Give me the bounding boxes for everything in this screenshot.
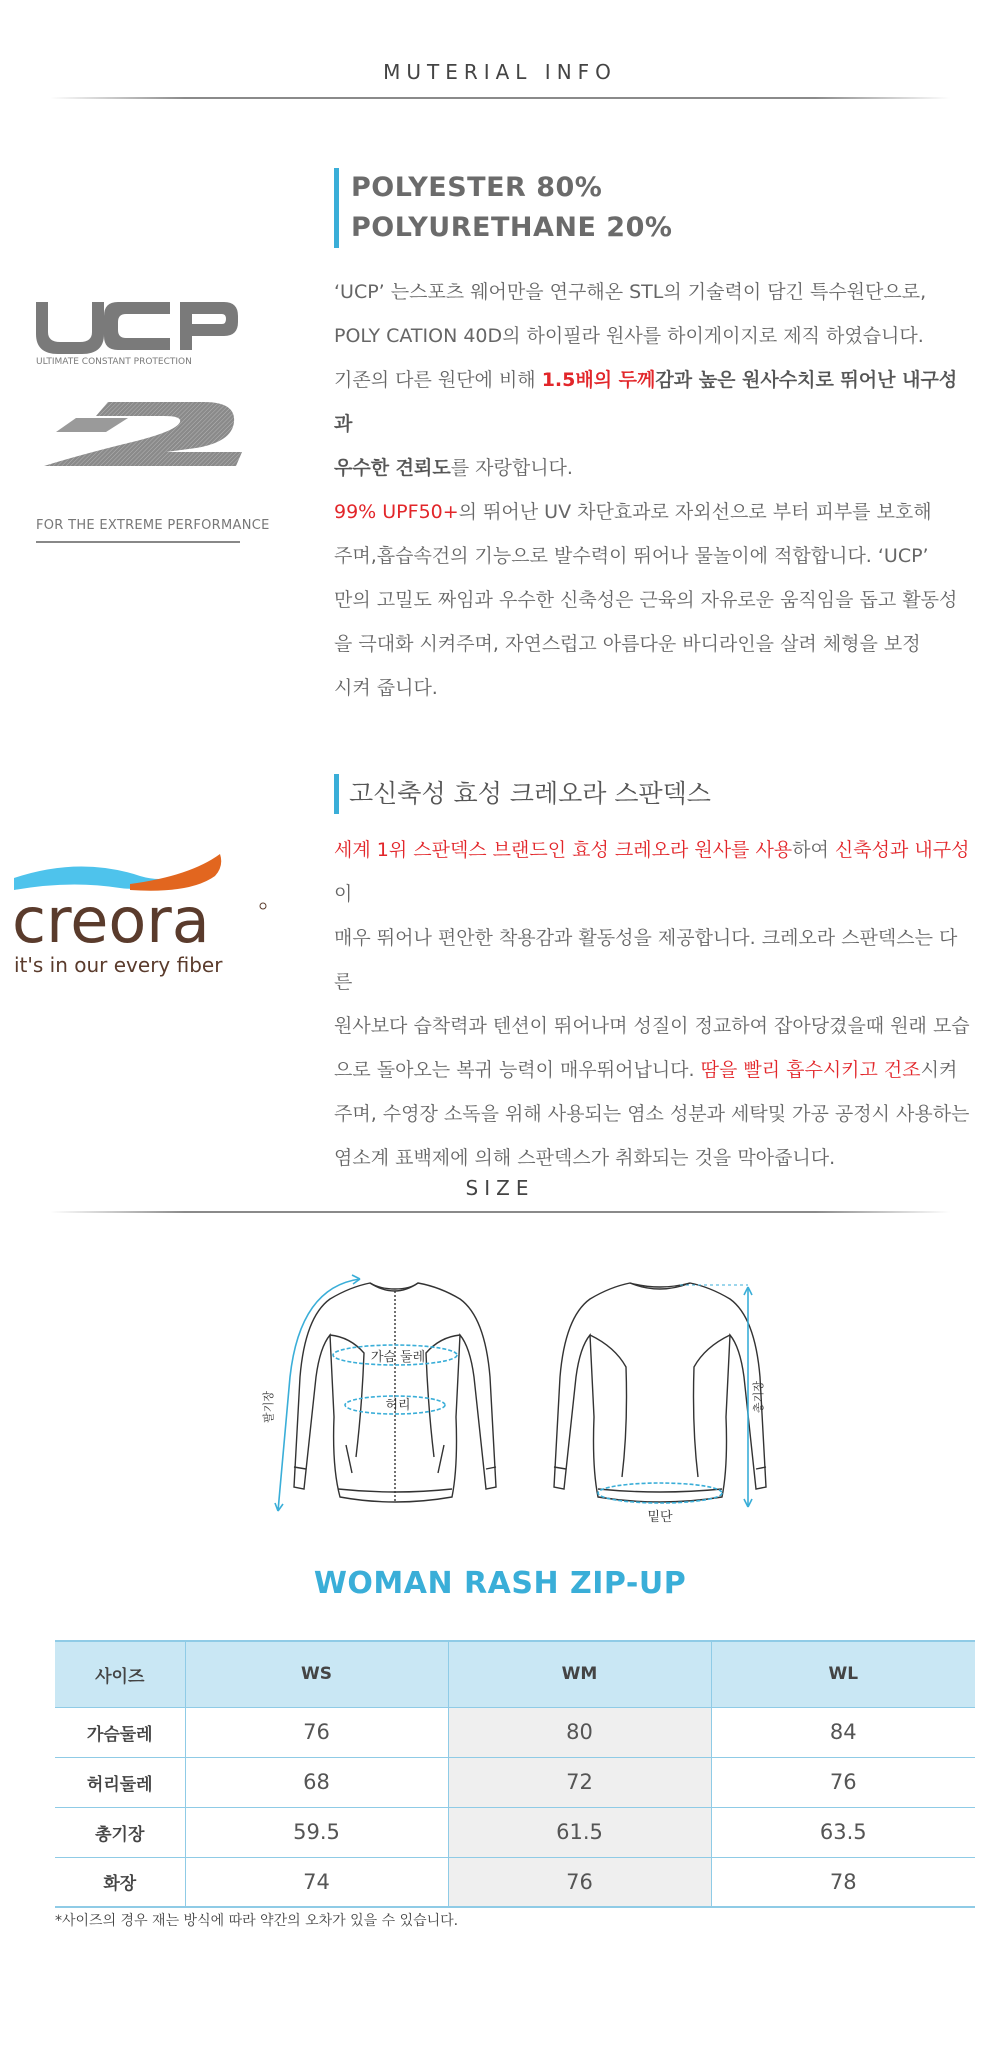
chest-label: 가슴 둘레 bbox=[370, 1350, 426, 1365]
row-label: 화장 bbox=[55, 1857, 185, 1907]
creora-wordmark: creora bbox=[12, 884, 210, 957]
material-section-header bbox=[0, 60, 1000, 84]
creora-heading: 고신축성 효성 크레오라 스판덱스 bbox=[334, 774, 711, 814]
ucp-heading-line1: POLYESTER 80% bbox=[351, 172, 603, 203]
table-cell: 78 bbox=[711, 1857, 975, 1907]
creora-desc-highlight: 신축성과 내구성 bbox=[834, 839, 970, 861]
length-label: 총기장 bbox=[752, 1381, 765, 1413]
ucp-desc-line bbox=[334, 446, 974, 490]
row-label: 허리둘레 bbox=[55, 1757, 185, 1807]
size-table-header: WM bbox=[448, 1641, 711, 1707]
ucp-desc-line: 시켜 줍니다. bbox=[334, 677, 438, 699]
material-section-divider bbox=[50, 97, 950, 99]
table-cell: 76 bbox=[448, 1857, 711, 1907]
ucp-desc-line: 만의 고밀도 짜임과 우수한 신축성은 근육의 자유로운 움직임을 돕고 활동성 bbox=[334, 589, 958, 611]
table-cell: 80 bbox=[448, 1707, 711, 1757]
ucp-swoosh-mark bbox=[36, 398, 246, 468]
table-cell: 76 bbox=[711, 1757, 975, 1807]
size-table-header: WL bbox=[711, 1641, 975, 1707]
size-table-header: WS bbox=[185, 1641, 448, 1707]
table-cell: 61.5 bbox=[448, 1807, 711, 1857]
ucp-logo-subtext: ULTIMATE CONSTANT PROTECTION bbox=[36, 357, 192, 367]
creora-desc-line: 주며, 수영장 소독을 위해 사용되는 염소 성분과 세탁및 가공 공정시 사용하는 bbox=[334, 1103, 970, 1125]
size-note: *사이즈의 경우 재는 방식에 따라 약간의 오차가 있을 수 있습니다. bbox=[55, 1913, 459, 1929]
ucp-desc-line: ‘UCP’ 는스포츠 웨어만을 연구해온 STL의 기술력이 담긴 특수원단으로, bbox=[334, 281, 927, 303]
ucp-desc-bold: 우수한 견뢰도 bbox=[334, 457, 451, 479]
table-cell: 84 bbox=[711, 1707, 975, 1757]
creora-logo bbox=[10, 846, 270, 986]
ucp-heading bbox=[334, 168, 672, 248]
ucp-desc-line: 을 극대화 시켜주며, 자연스럽고 아름다운 바디라인을 살려 체형을 보정 bbox=[334, 633, 921, 655]
size-diagram bbox=[260, 1257, 780, 1557]
ucp-desc-highlight: 1.5배의 두께 bbox=[541, 369, 656, 391]
size-table bbox=[55, 1640, 975, 1908]
creora-desc-text: 시켜 bbox=[920, 1059, 958, 1081]
sleeve-label: 팔기장 bbox=[262, 1391, 275, 1423]
creora-desc-text: 하여 bbox=[792, 839, 835, 861]
hem-label: 밑단 bbox=[647, 1510, 673, 1525]
ucp-desc-text: 의 뛰어난 UV 차단효과로 자외선으로 부터 피부를 보호해 bbox=[458, 501, 932, 523]
size-section-divider bbox=[50, 1211, 950, 1213]
creora-desc-text: 으로 돌아오는 복귀 능력이 매우뛰어납니다. bbox=[334, 1059, 701, 1081]
table-cell: 63.5 bbox=[711, 1807, 975, 1857]
back-garment-outline bbox=[554, 1283, 766, 1502]
size-section-title: SIZE bbox=[465, 1176, 535, 1200]
ucp-desc-text: 기존의 다른 원단에 비해 bbox=[334, 369, 542, 391]
ucp-desc-bold: 감과 높은 원사수치로 뛰어난 내구성과 bbox=[334, 369, 958, 435]
creora-desc-line bbox=[334, 828, 974, 916]
table-row bbox=[55, 1707, 975, 1757]
table-cell: 68 bbox=[185, 1757, 448, 1807]
ucp-tagline-underline bbox=[36, 541, 240, 543]
creora-desc-highlight: 세계 1위 스판덱스 브랜드인 효성 크레오라 원사를 사용 bbox=[334, 839, 793, 861]
creora-desc-text: 이 bbox=[334, 883, 353, 905]
size-table-header: 사이즈 bbox=[55, 1641, 185, 1707]
ucp-desc-line: POLY CATION 40D의 하이필라 원사를 하이게이지로 제직 하였습니다. bbox=[334, 325, 924, 347]
ucp-description bbox=[334, 270, 974, 710]
row-label: 가슴둘레 bbox=[55, 1707, 185, 1757]
table-cell: 74 bbox=[185, 1857, 448, 1907]
ucp-logo bbox=[36, 298, 246, 378]
product-name: WOMAN RASH ZIP-UP bbox=[313, 1566, 687, 1601]
ucp-desc-text: 를 자랑합니다. bbox=[450, 457, 573, 479]
ucp-heading-line2: POLYURETHANE 20% bbox=[351, 212, 673, 243]
creora-desc-highlight: 땀을 빨리 흡수시키고 건조 bbox=[700, 1059, 921, 1081]
size-table-header-row bbox=[55, 1641, 975, 1707]
ucp-desc-highlight: 99% UPF50+ bbox=[334, 501, 459, 523]
waist-label: 허리 bbox=[385, 1398, 411, 1413]
table-row bbox=[55, 1857, 975, 1907]
ucp-desc-line: 주며,흡습속건의 기능으로 발수력이 뛰어나 물놀이에 적합합니다. ‘UCP’ bbox=[334, 545, 929, 567]
row-label: 총기장 bbox=[55, 1807, 185, 1857]
table-row bbox=[55, 1807, 975, 1857]
ucp-tagline: FOR THE EXTREME PERFORMANCE bbox=[36, 518, 270, 533]
creora-desc-line: 매우 뛰어나 편안한 착용감과 활동성을 제공합니다. 크레오라 스판덱스는 다른 bbox=[334, 927, 958, 993]
creora-logo-tagline: it's in our every fiber bbox=[14, 953, 223, 977]
table-cell: 72 bbox=[448, 1757, 711, 1807]
ucp-desc-line bbox=[334, 358, 974, 446]
size-section-header bbox=[0, 1176, 1000, 1200]
ucp-desc-line bbox=[334, 490, 974, 534]
creora-desc-line: 염소계 표백제에 의해 스판덱스가 취화되는 것을 막아줍니다. bbox=[334, 1147, 836, 1169]
creora-desc-line bbox=[334, 1048, 974, 1092]
sleeve-length-arrow bbox=[278, 1279, 360, 1511]
material-section-title: MUTERIAL INFO bbox=[383, 60, 617, 84]
table-cell: 76 bbox=[185, 1707, 448, 1757]
table-row bbox=[55, 1757, 975, 1807]
creora-desc-line: 원사보다 습착력과 텐션이 뛰어나며 성질이 정교하여 잡아당겼을때 원래 모습 bbox=[334, 1015, 970, 1037]
table-cell: 59.5 bbox=[185, 1807, 448, 1857]
creora-description bbox=[334, 828, 974, 1180]
